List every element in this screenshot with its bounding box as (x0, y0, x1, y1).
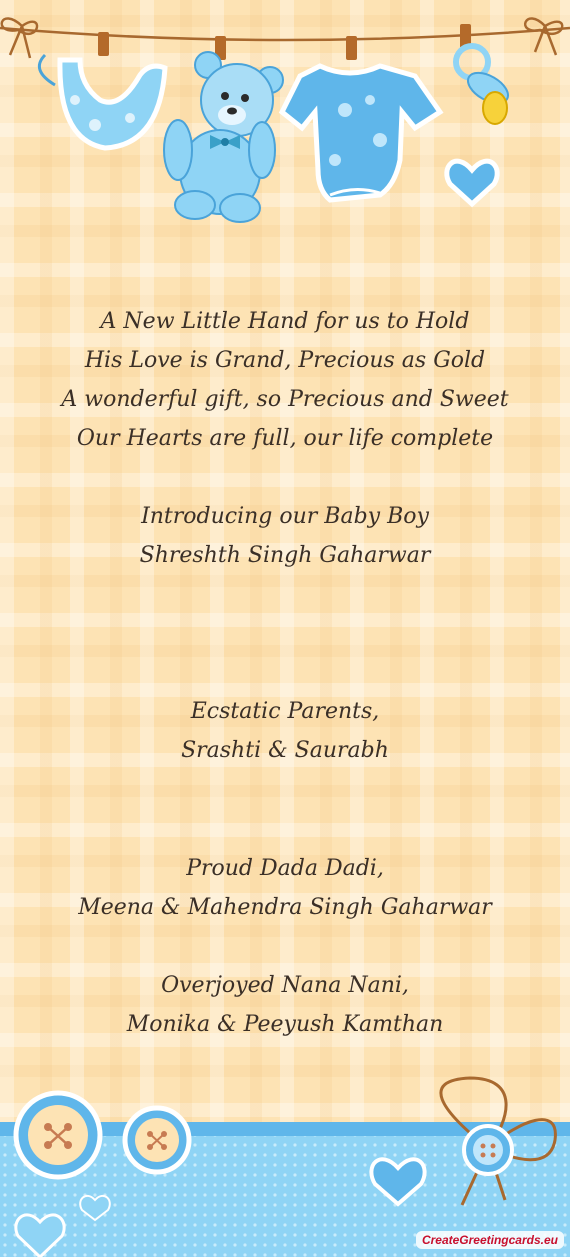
maternal-grandparents-names: Monika & Peeyush Kamthan (126, 1012, 444, 1037)
verse-line-3: A wonderful gift, so Precious and Sweet (61, 387, 509, 412)
invitation-text (0, 302, 570, 1044)
bib-icon (39, 32, 165, 148)
introduction-line: Introducing our Baby Boy (141, 504, 429, 529)
parents-names: Srashti & Saurabh (181, 738, 389, 763)
button-icon (125, 1108, 189, 1172)
hanging-heart-icon (447, 161, 497, 204)
verse-line-2: His Love is Grand, Precious as Gold (84, 348, 486, 373)
paternal-grandparents-names: Meena & Mahendra Singh Gaharwar (78, 895, 492, 920)
teddy-bear-icon (164, 36, 283, 222)
maternal-grandparents-title: Overjoyed Nana Nani, (161, 973, 409, 998)
onesie-icon (282, 36, 440, 200)
verse-line-1: A New Little Hand for us to Hold (100, 309, 470, 334)
button-icon (16, 1093, 100, 1177)
ribbon-button-icon (464, 1126, 512, 1174)
clothesline-decoration (0, 0, 570, 250)
parents-title: Ecstatic Parents, (190, 699, 380, 724)
verse-line-4: Our Hearts are full, our life complete (76, 426, 494, 451)
bottom-decoration (0, 1060, 570, 1257)
paternal-grandparents-title: Proud Dada Dadi, (186, 856, 384, 881)
watermark-logo: CreateGreetingcards.eu (416, 1231, 564, 1249)
pacifier-icon (456, 24, 513, 124)
left-bow-icon (2, 18, 37, 58)
clothesline-rope (0, 28, 570, 40)
right-bow-icon (525, 18, 562, 55)
baby-name: Shreshth Singh Gaharwar (139, 543, 431, 568)
